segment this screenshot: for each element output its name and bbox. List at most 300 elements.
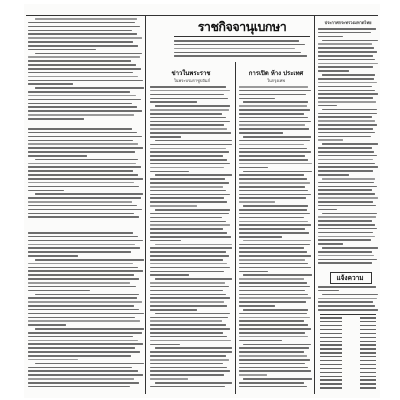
text-line [318,262,372,264]
text-line [28,128,132,130]
text-line [28,166,141,168]
text-line [150,190,226,192]
text-line [318,232,373,234]
text-line [35,363,144,365]
masthead-title: ราชกิจจานุเบกษา [197,19,287,34]
text-line [150,301,224,303]
text-line [28,313,144,315]
text-line [150,224,230,226]
text-line [150,263,227,265]
text-line [28,201,132,203]
text-line [150,274,189,276]
text-block [28,18,144,122]
text-line [318,78,374,80]
headline-center: ข่าวในพระราช [171,70,211,77]
text-line [28,244,135,246]
text-line [239,209,307,211]
text-line [322,213,378,215]
text-line [150,351,232,353]
text-line [239,159,308,161]
text-line [239,236,282,238]
text-line [318,197,378,199]
text-line [318,59,375,61]
text-line [239,328,311,330]
text-line [150,124,224,126]
text-line [150,182,229,184]
text-line [28,170,133,172]
text-line [28,324,66,326]
text-line [239,363,305,365]
text-line [174,48,295,50]
text-line [150,374,224,376]
text-line [150,144,232,146]
text-line [28,182,134,184]
text-line [239,213,310,215]
text-line [150,228,223,230]
text-line [318,255,374,257]
text-line [155,382,232,384]
text-line [318,97,373,99]
text-line [28,190,64,192]
text-line [318,186,377,188]
text-line [239,121,311,123]
text-line [28,351,140,353]
text-line [28,367,132,369]
text-line [239,197,306,199]
text-line [243,274,312,276]
text-line [150,386,225,388]
text-line [243,240,310,242]
text-line [239,167,268,169]
text-line [243,101,308,103]
text-line [155,313,230,315]
text-line [239,128,309,130]
text-line [28,64,136,66]
column-divider [314,16,315,394]
text-line [318,216,376,218]
text-line [150,205,197,207]
text-line [318,66,373,68]
text-line [318,124,377,126]
text-line [239,374,267,376]
text-line [28,136,142,138]
text-line [243,136,310,138]
newspaper-page [24,4,380,398]
text-line [28,309,139,311]
text-line [318,305,375,307]
text-line [318,236,375,238]
text-line [28,41,133,43]
text-line [239,255,311,257]
text-line [155,347,232,349]
text-line [318,155,377,157]
text-line [28,267,138,269]
headline-middle: การเปิด ห้าง ประเทศ [248,70,304,77]
text-line [318,47,374,49]
text-line [28,213,134,215]
text-line [239,332,305,334]
text-line [28,37,142,39]
text-line [318,259,377,261]
text-line [28,118,84,120]
text-line [150,363,223,365]
text-line [150,94,224,96]
text-line [150,282,225,284]
text-line [322,40,378,42]
text-line [150,359,229,361]
text-line [150,324,226,326]
text-line [239,282,307,284]
text-line [150,213,229,215]
text-line [28,95,136,97]
text-line [239,105,307,107]
text-line [239,232,309,234]
text-line [150,309,197,311]
text-line [318,128,373,130]
text-line [174,40,299,42]
text-line [28,282,130,284]
text-line [239,297,311,299]
text-line [318,170,373,172]
text-line [150,155,223,157]
text-line [239,124,305,126]
text-line [28,60,131,62]
text-line [322,74,376,76]
text-line [318,36,343,38]
text-line [150,367,227,369]
text-line [239,194,311,196]
text-line [28,374,143,376]
text-line [318,243,343,245]
text-line [28,274,134,276]
text-line [150,148,226,150]
text-line [239,224,311,226]
text-line [322,143,378,145]
text-block [28,128,144,224]
text-line [35,259,144,261]
text-line [318,298,377,300]
text-line [318,51,377,53]
text-line [318,132,375,134]
text-line [318,159,373,161]
text-block [239,86,312,392]
text-line [239,355,307,357]
text-line [28,370,138,372]
header-rule [26,15,378,16]
text-line [318,147,372,149]
text-line [150,317,228,319]
text-line [28,317,135,319]
text-line [28,72,133,74]
text-line [150,121,230,123]
text-line [150,136,181,138]
text-line [318,139,343,141]
text-line [239,340,282,342]
text-line [28,80,143,82]
subhead-middle: ในกรุงเทพ [267,78,285,83]
text-line [318,224,375,226]
text-line [28,91,130,93]
text-line [28,76,138,78]
text-line [239,132,283,134]
text-line [150,90,230,92]
text-line [28,343,143,345]
text-line [28,114,134,116]
text-line [28,340,138,342]
text-line [239,359,310,361]
text-line [239,98,275,100]
text-line [150,86,226,88]
text-line [318,182,374,184]
text-line [318,93,378,95]
text-line [150,271,224,273]
column-divider [145,16,146,394]
text-line [28,110,142,112]
text-line [239,294,308,296]
text-line [239,178,307,180]
text-line [150,328,230,330]
text-line [318,309,378,311]
text-line [150,132,231,134]
text-line [150,355,226,357]
text-line [28,178,143,180]
text-line [150,259,223,261]
text-line [150,320,222,322]
text-line [318,166,378,168]
text-line [28,255,78,257]
text-line [150,151,229,153]
text-line [318,55,373,57]
column-divider [235,62,236,394]
text-line [239,367,308,369]
text-line [150,297,230,299]
text-line [239,317,310,319]
text-line [150,294,226,296]
text-line [243,378,312,380]
text-line [239,117,308,119]
text-line [239,86,308,88]
text-line [28,106,137,108]
text-line [28,174,138,176]
text-block [28,232,144,392]
text-line [243,205,307,207]
table-rule [320,314,376,315]
text-line [318,151,374,153]
text-line [239,247,304,249]
text-line [28,336,133,338]
text-line [28,216,139,218]
text-line [28,132,137,134]
text-line [239,386,307,388]
text-line [239,140,310,142]
text-line [239,320,304,322]
text-line [155,278,232,280]
text-line [155,105,230,107]
text-line [322,247,378,249]
text-line [239,201,275,203]
text-line [28,378,134,380]
text-line [318,105,337,107]
text-line [35,294,139,296]
table-row [320,386,376,390]
text-line [239,271,268,273]
text-line [239,182,310,184]
text-line [318,205,376,207]
text-line [28,240,143,242]
text-line [318,290,339,292]
text-line [239,267,311,269]
text-line [28,290,90,292]
text-line [150,128,227,130]
text-line [318,28,376,30]
text-line [28,163,136,165]
text-line [28,355,131,357]
text-line [150,217,222,219]
text-line [150,236,231,238]
text-line [28,247,140,249]
text-line [28,99,141,101]
text-line [174,55,307,57]
text-line [318,228,377,230]
text-line [28,236,138,238]
text-line [35,193,143,195]
text-line [239,113,304,115]
text-line [174,44,305,46]
text-line [150,232,227,234]
text-line [28,305,134,307]
text-line [28,251,131,253]
headline-right-notice: แจ้งความ [336,274,364,282]
text-line [150,378,188,380]
text-line [28,232,133,234]
subhead-center: ในพระบรมราชูปถัมภ์ [173,78,211,83]
text-line [35,53,142,55]
text-line [239,370,311,372]
text-line [318,86,372,88]
text-line [28,278,139,280]
text-line [28,49,96,51]
text-line [239,94,306,96]
text-line [150,370,230,372]
text-line [239,347,309,349]
text-line [239,301,306,303]
text-line [239,190,308,192]
text-line [239,251,307,253]
text-line [150,101,197,103]
text-line [28,347,135,349]
text-line [150,251,226,253]
text-line [239,148,307,150]
text-line [150,290,223,292]
text-line [322,178,375,180]
text-line [239,228,305,230]
text-line [28,22,135,24]
text-line [28,26,140,28]
text-line [150,194,230,196]
text-line [150,340,231,342]
text-line [239,351,304,353]
text-line [150,201,227,203]
text-line [150,221,226,223]
masthead-rule [174,36,310,37]
text-line [318,239,371,241]
text-line [239,278,304,280]
text-line [150,255,229,257]
text-line [28,68,141,70]
text-line [28,332,142,334]
text-line [28,301,142,303]
text-line [28,151,135,153]
text-line [150,197,224,199]
text-line [35,18,137,20]
text-line [239,263,308,265]
text-line [150,171,189,173]
text-line [155,174,232,176]
text-line [318,163,375,165]
text-line [239,174,304,176]
text-line [318,301,373,303]
text-line [28,205,137,207]
text-line [155,140,232,142]
text-line [318,209,337,211]
text-line [28,197,141,199]
text-line [322,109,378,111]
subhead-right-top: ประกาศกระทรวงมหาดไทย [324,20,372,25]
text-line [239,324,308,326]
text-line [150,267,230,269]
text-line [239,305,275,307]
text-line [318,32,371,34]
text-line [239,155,305,157]
text-line [318,286,376,288]
text-line [318,201,373,203]
text-line [239,259,305,261]
text-line [155,209,230,211]
text-line [28,382,139,384]
text-line [150,240,181,242]
text-line [318,220,372,222]
text-line [239,163,312,165]
text-line [318,82,377,84]
text-line [28,140,133,142]
text-line [150,167,224,169]
text-line [28,359,78,361]
text-line [243,309,307,311]
text-line [239,336,308,338]
text-line [239,217,304,219]
text-line [28,45,138,47]
figures-table [320,316,376,392]
text-line [318,120,375,122]
text-line [239,382,304,384]
text-line [239,109,310,111]
text-line [318,70,349,72]
text-line [318,189,372,191]
text-line [150,247,232,249]
text-line [243,344,310,346]
text-line [28,103,132,105]
text-line [243,171,312,173]
text-line [318,193,375,195]
text-line [150,186,223,188]
text-line [28,263,133,265]
text-line [318,251,372,253]
text-line [150,117,226,119]
text-line [28,297,137,299]
text-line [150,332,223,334]
text-line [239,90,311,92]
text-line [35,159,138,161]
